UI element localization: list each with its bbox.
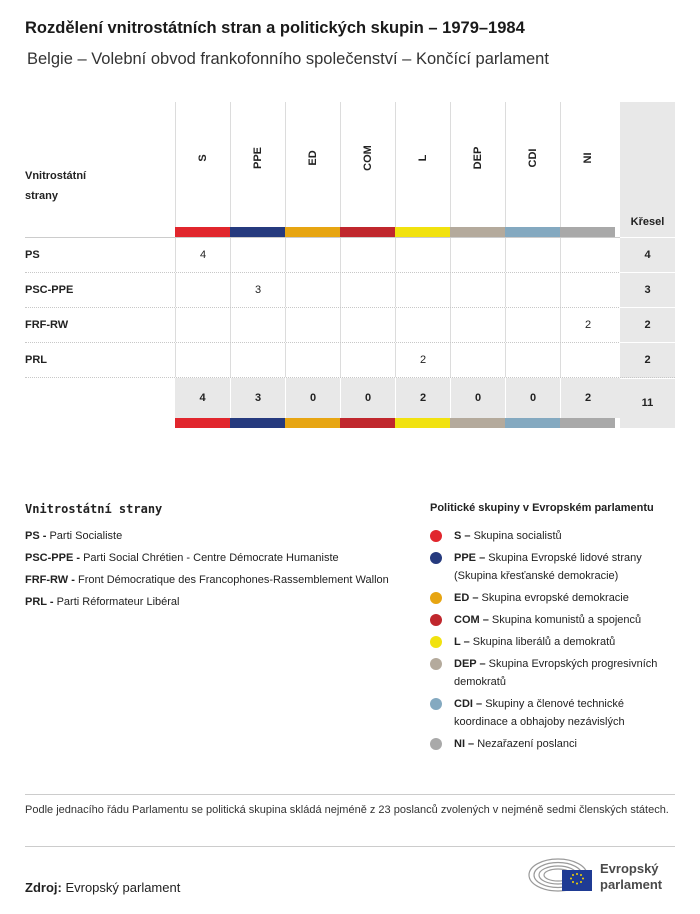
total-color-bar-ni (560, 418, 615, 428)
group-color-bar-ed (285, 227, 340, 237)
group-full-name: Skupina Evropské lidové strany (Skupina křesťanské demokracie) (454, 552, 642, 582)
seat-cell: 2 (560, 308, 615, 342)
seat-cell (285, 273, 340, 307)
seat-cell (230, 238, 285, 272)
group-color-bar-com (340, 227, 395, 237)
seat-cell (285, 238, 340, 272)
group-abbr: NI (454, 738, 465, 750)
european-parliament-logo (528, 855, 678, 895)
group-color-bar-l (395, 227, 450, 237)
group-code-label: S (197, 154, 209, 162)
group-code-label: L (417, 154, 429, 162)
logo-text (600, 861, 662, 893)
group-legend-item (430, 611, 680, 629)
group-color-bar-ni (560, 227, 615, 237)
separator: - (39, 530, 50, 542)
seat-cell (175, 273, 230, 307)
party-name: FRF-RW (25, 319, 69, 331)
column-header-dep (450, 102, 505, 227)
group-legend-item (430, 735, 680, 753)
separator: – (465, 738, 478, 750)
national-legend-title: Vnitrostátní strany (25, 502, 163, 516)
group-color-dot-icon (430, 698, 442, 710)
parliament-hemicycle-icon (528, 855, 598, 895)
row-seat-total: 4 (620, 237, 675, 273)
group-color-dot-icon (430, 614, 442, 626)
seat-cell: 2 (395, 343, 450, 377)
seat-cell: 3 (230, 273, 285, 307)
separator: – (476, 552, 489, 564)
seat-cell (505, 343, 560, 377)
seat-cell (560, 343, 615, 377)
column-header-s (175, 102, 230, 227)
separator: - (68, 574, 78, 586)
group-abbr: CDI (454, 698, 473, 710)
group-color-dot-icon (430, 530, 442, 542)
group-color-dot-icon (430, 658, 442, 670)
national-parties-legend (25, 502, 405, 615)
source-line (25, 880, 180, 895)
party-full-name: Front Démocratique des Francophones-Rassemblement Wallon (77, 574, 389, 586)
seat-cell (505, 273, 560, 307)
group-color-dot-icon (430, 636, 442, 648)
party-abbr: PS (25, 530, 40, 542)
seat-cell (505, 238, 560, 272)
political-groups-legend (430, 502, 680, 757)
seat-cell (560, 273, 615, 307)
national-legend-item (25, 549, 405, 567)
source-label: Zdroj: (25, 880, 62, 895)
total-color-bar-ppe (230, 418, 285, 428)
group-abbr: S (454, 530, 462, 542)
groups-legend-title: Politické skupiny v Evropském parlamentu (430, 502, 654, 514)
party-name: PRL (25, 354, 47, 366)
party-full-name: Parti Social Chrétien - Centre Démocrate Humaniste (83, 552, 339, 564)
row-seat-total: 2 (620, 307, 675, 343)
group-color-dot-icon (430, 552, 442, 564)
column-header-com (340, 102, 395, 227)
group-legend-item (430, 527, 680, 545)
group-color-bar-cdi (505, 227, 560, 237)
total-color-bar-dep (450, 418, 505, 428)
group-color-dot-icon (430, 738, 442, 750)
group-abbr: COM (454, 614, 480, 626)
separator: – (469, 592, 482, 604)
group-code-label: CDI (527, 148, 539, 168)
group-full-name: Skupina socialistů (473, 530, 562, 542)
table-row (25, 272, 675, 307)
total-color-bar-l (395, 418, 450, 428)
column-header-ni (560, 102, 615, 227)
seat-cell (560, 238, 615, 272)
party-name: PS (25, 249, 40, 261)
column-header-l (395, 102, 450, 227)
seat-cell (175, 343, 230, 377)
seat-cell (450, 238, 505, 272)
row-seat-total: 2 (620, 342, 675, 378)
group-code-label: NI (582, 152, 594, 164)
group-full-name: Skupiny a členové technické koordinace a obhajoby nezávislých (454, 698, 625, 728)
group-color-bar-dep (450, 227, 505, 237)
total-color-bar-cdi (505, 418, 560, 428)
separator: - (73, 552, 84, 564)
group-total-cell: 3 (230, 378, 285, 418)
group-total-cell: 0 (505, 378, 560, 418)
group-full-name: Skupina Evropských progresivních demokratů (454, 658, 658, 688)
national-legend-item (25, 571, 405, 589)
party-name: PSC-PPE (25, 284, 74, 296)
column-header-cdi (505, 102, 560, 227)
table-row (25, 342, 675, 377)
seat-distribution-table (25, 102, 675, 427)
party-full-name: Parti Socialiste (49, 530, 123, 542)
party-abbr: PSC-PPE (25, 552, 74, 564)
group-total-cell: 2 (560, 378, 615, 418)
separator: - (46, 596, 57, 608)
national-legend-item (25, 527, 405, 545)
logo-line-1: Evropský (600, 861, 659, 876)
seat-cell (395, 273, 450, 307)
group-total-cell: 2 (395, 378, 450, 418)
seat-cell (450, 273, 505, 307)
group-legend-item (430, 589, 680, 607)
group-total-cell: 0 (285, 378, 340, 418)
seat-cell (285, 308, 340, 342)
group-full-name: Skupina liberálů a demokratů (472, 636, 616, 648)
seat-cell (450, 343, 505, 377)
group-legend-item (430, 695, 680, 731)
group-legend-item (430, 655, 680, 691)
seat-cell (175, 308, 230, 342)
party-abbr: FRF-RW (25, 574, 69, 586)
group-abbr: DEP (454, 658, 477, 670)
group-total-cell: 0 (450, 378, 505, 418)
seat-cell (230, 343, 285, 377)
seat-cell (340, 343, 395, 377)
seat-cell (285, 343, 340, 377)
seat-cell: 4 (175, 238, 230, 272)
group-abbr: PPE (454, 552, 477, 564)
seat-cell (395, 308, 450, 342)
national-legend-item (25, 593, 405, 611)
footnote: Podle jednacího řádu Parlamentu se politická skupina skládá nejméně z 23 poslanců zvolených v nejméně sedmi členských státech. (25, 794, 675, 847)
group-full-name: Skupina komunistů a spojenců (491, 614, 642, 626)
seat-cell (395, 238, 450, 272)
group-total-cell: 0 (340, 378, 395, 418)
page-title: Rozdělení vnitrostátních stran a politických skupin – 1979–1984 (25, 19, 525, 37)
separator: – (476, 658, 489, 670)
row-seat-total: 3 (620, 272, 675, 308)
total-color-bar-s (175, 418, 230, 428)
column-header-ed (285, 102, 340, 227)
group-color-bar-ppe (230, 227, 285, 237)
group-code-label: DEP (472, 146, 484, 170)
group-code-label: PPE (252, 146, 264, 170)
totals-row (25, 377, 675, 427)
group-full-name: Nezařazení poslanci (477, 738, 577, 750)
seat-cell (340, 308, 395, 342)
row-header-label: Vnitrostátní strany (25, 170, 87, 202)
seat-cell (505, 308, 560, 342)
seat-cell (340, 238, 395, 272)
group-legend-item (430, 633, 680, 651)
group-abbr: L (454, 636, 461, 648)
seat-cell (450, 308, 505, 342)
column-header-ppe (230, 102, 285, 227)
logo-line-2: parlament (600, 877, 663, 892)
group-total-cell: 4 (199, 392, 206, 404)
separator: – (479, 614, 492, 626)
seat-cell (340, 273, 395, 307)
party-abbr: PRL (25, 596, 47, 608)
table-row (25, 307, 675, 342)
group-legend-item (430, 549, 680, 585)
group-code-label: ED (307, 150, 319, 166)
separator: – (461, 530, 474, 542)
group-color-dot-icon (430, 592, 442, 604)
total-color-bar-com (340, 418, 395, 428)
seats-column-header (620, 102, 675, 237)
source-value: Evropský parlament (65, 880, 181, 895)
group-full-name: Skupina evropské demokracie (481, 592, 629, 604)
group-abbr: ED (454, 592, 470, 604)
seat-cell (230, 308, 285, 342)
group-color-bar-s (175, 227, 230, 237)
table-row (25, 237, 675, 272)
page-subtitle: Belgie – Volební obvod frankofonního společenství – Končící parlament (27, 50, 549, 68)
separator: – (472, 698, 486, 710)
total-seats: 11 (620, 378, 675, 428)
seats-header-label: Křesel (630, 216, 665, 228)
total-color-bar-ed (285, 418, 340, 428)
table-header-row (25, 102, 675, 237)
separator: – (460, 636, 473, 648)
group-code-label: COM (362, 145, 374, 171)
party-full-name: Parti Réformateur Libéral (56, 596, 180, 608)
